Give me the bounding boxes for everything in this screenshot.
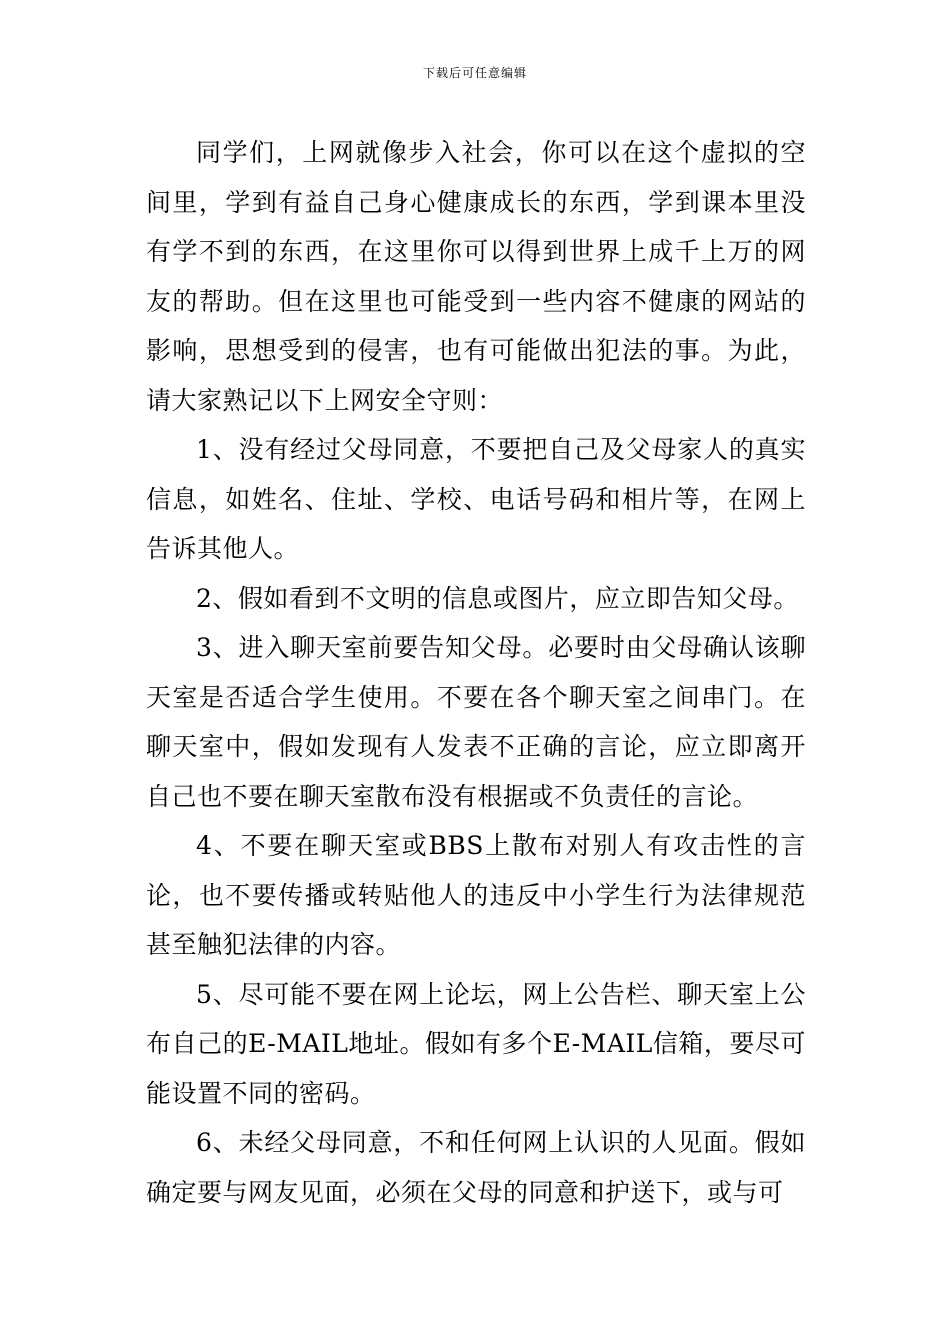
page-header: 下载后可任意编辑	[422, 66, 527, 80]
paragraph-rule-3: 3、进入聊天室前要告知父母。必要时由父母确认该聊天室是否适合学生使用。不要在各个聊天室之间串门。在聊天室中，假如发现有人发表不正确的言论，应立即离开自己也不要在聊天室散布没有根据或不负责任的言论。	[146, 633, 806, 811]
paragraph-rule-6: 6、未经父母同意，不和任何网上认识的人见面。假如确定要与网友见面，必须在父母的同意和护送下，或与可	[146, 1128, 806, 1207]
document-body	[146, 128, 806, 1217]
paragraph-intro: 同学们，上网就像步入社会，你可以在这个虚拟的空间里，学到有益自己身心健康成长的东西，学到课本里没有学不到的东西，在这里你可以得到世界上成千上万的网友的帮助。但在这里也可能受到一些内容不健康的网站的影响，思想受到的侵害，也有可能做出犯法的事。为此，请大家熟记以下上网安全守则：	[146, 138, 806, 415]
paragraph-rule-5: 5、尽可能不要在网上论坛，网上公告栏、聊天室上公布自己的E-MAIL地址。假如有多个E-MAIL信箱，要尽可能设置不同的密码。	[146, 979, 806, 1108]
paragraph-rule-1: 1、没有经过父母同意，不要把自己及父母家人的真实信息，如姓名、住址、学校、电话号码和相片等，在网上告诉其他人。	[146, 435, 806, 563]
paragraph-rule-4: 4、不要在聊天室或BBS上散布对别人有攻击性的言论，也不要传播或转贴他人的违反中小学生行为法律规范甚至触犯法律的内容。	[146, 831, 806, 959]
paragraph-rule-2: 2、假如看到不文明的信息或图片，应立即告知父母。	[196, 583, 799, 613]
